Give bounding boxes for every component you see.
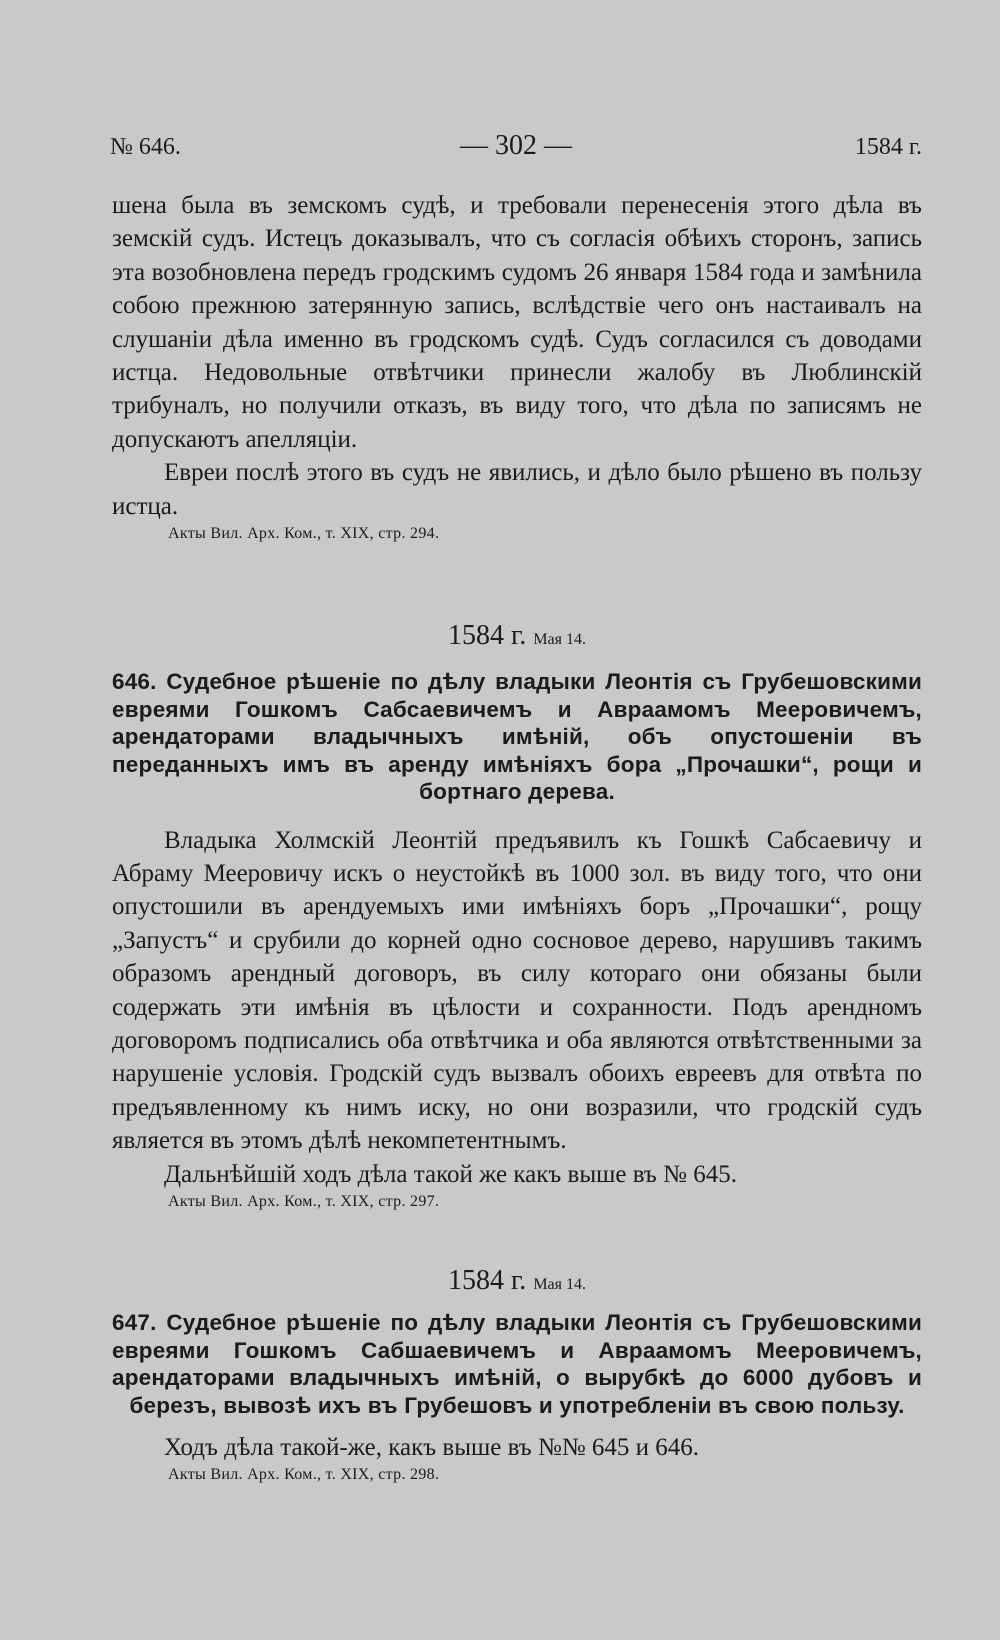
page-header <box>110 130 922 174</box>
continuation-paragraph: шена была въ земскомъ судѣ, и требовали перенесенія этого дѣла въ земскій судъ. Истецъ доказывалъ, что съ согласія обѣихъ сторонъ, запись эта возобновлена передъ гродскимъ судомъ 26 января 1584 года и замѣнила собою прежнюю затерянную запись, вслѣдствіе чего онъ настаивалъ на слушаніи дѣла именно въ гродскомъ судѣ. Судъ согласился съ доводами истца. Недовольные отвѣтчики принесли жалобу въ Люблинскій трибуналъ, но получили отказъ, въ виду того, что дѣла по записямъ не допускаютъ апелляціи. <box>112 192 922 453</box>
entry-647 <box>112 1265 922 1484</box>
entry-paragraph: Владыка Холмскій Леонтій предъявилъ къ Гошкѣ Сабсаевичу и Абраму Мееровичу искъ о неустойкѣ въ 1000 зол. въ виду того, что они опустошили въ арендуемыхъ ими имѣніяхъ боръ „Прочашки“, рощу „Запустъ“ и срубили до корней одно сосновое дерево, нарушивъ такимъ образомъ арендный договоръ, въ силу котораго они обязаны были содержать эти имѣнія въ цѣлости и сохранности. Подъ арендномъ договоромъ подписались оба отвѣтчика и оба являются отвѣтственными за нарушеніе условія. Гродскій судъ вызвалъ обоихъ евреевъ для отвѣта по предъявленному къ нимъ иску, но они возразили, что гродскій судъ является въ этомъ дѣлѣ некомпетентнымъ. <box>112 826 922 1155</box>
entry-heading: 646. Судебное рѣшеніе по дѣлу владыки Леонтія съ Грубешовскими евреями Гошкомъ Сабсаевичемъ и Авраамомъ Мееровичемъ, арендаторами владычныхъ имѣній, объ опустошеніи въ переданныхъ имъ въ аренду имѣніяхъ бора „Прочашки“, рощи и бортнаго дерева. <box>112 669 922 804</box>
page-number: — 302 — <box>460 130 572 161</box>
continuation-paragraph-2: Евреи послѣ этого въ судъ не явились, и дѣло было рѣшено въ пользу истца. <box>112 459 922 520</box>
entry-paragraph-2: Дальнѣйшій ходъ дѣла такой же какъ выше въ № 645. <box>164 1160 737 1188</box>
entry-year: 1584 г. <box>447 620 527 651</box>
source-citation: Акты Вил. Арх. Ком., т. XIX, стр. 294. <box>168 525 440 543</box>
header-year: 1584 г. <box>854 134 922 160</box>
entry-month: Мая 14. <box>533 631 586 648</box>
entry-646 <box>112 620 922 1211</box>
source-citation: Акты Вил. Арх. Ком., т. XIX, стр. 298. <box>168 1466 440 1484</box>
entry-date <box>112 1265 922 1297</box>
entry-paragraph: Ходъ дѣла такой-же, какъ выше въ №№ 645 и 646. <box>164 1434 700 1461</box>
entry-heading: 647. Судебное рѣшеніе по дѣлу владыки Леонтія съ Грубешовскими евреями Гошкомъ Сабшаевичемъ и Авраамомъ Мееровичемъ, арендаторами владычныхъ имѣній, о вырубкѣ до 6000 дубовъ и березъ, вывозѣ ихъ въ Грубешовъ и употребленіи въ свою пользу. <box>112 1310 922 1418</box>
continuation-section <box>112 189 922 543</box>
entry-number: № 646. <box>110 134 181 160</box>
entry-date <box>112 620 922 652</box>
entry-month: Мая 14. <box>533 1276 586 1293</box>
source-citation: Акты Вил. Арх. Ком., т. XIX, стр. 297. <box>168 1192 440 1210</box>
entry-year: 1584 г. <box>447 1265 527 1296</box>
